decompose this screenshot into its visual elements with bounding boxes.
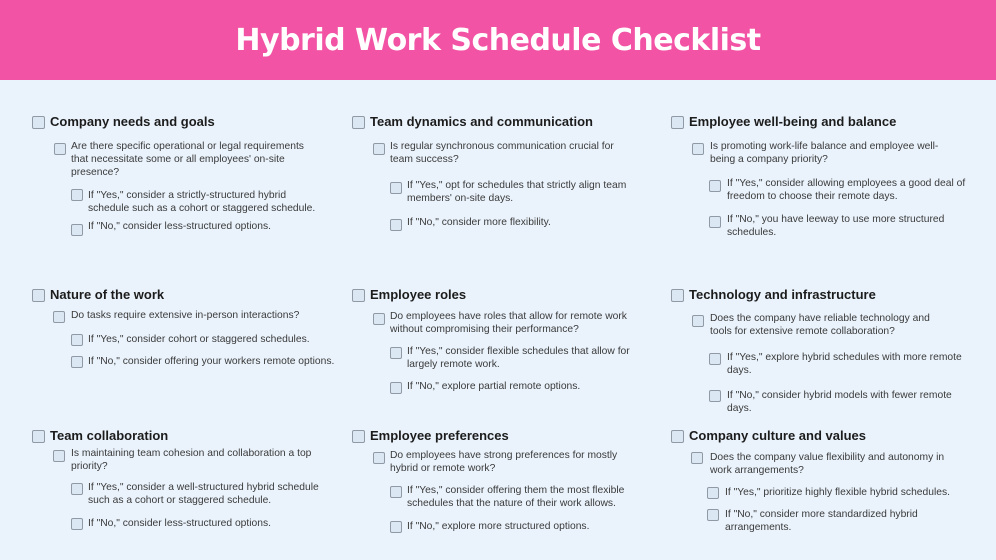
option-yes-checkbox[interactable]	[71, 483, 83, 495]
option-no-text: If "No," consider hybrid models with fewer remote days.	[727, 390, 952, 414]
question-text: Do employees have roles that allow for remote work without compromising their performance?	[390, 311, 627, 335]
option-yes-text: If "Yes," opt for schedules that strictly align team members' on-site days.	[407, 180, 627, 204]
option-yes-checkbox[interactable]	[390, 486, 402, 498]
option-no-checkbox[interactable]	[71, 356, 83, 368]
option-yes-checkbox[interactable]	[707, 487, 719, 499]
option-no-checkbox[interactable]	[707, 509, 719, 521]
option-yes-checkbox[interactable]	[709, 353, 721, 365]
option-no-text: If "No," explore partial remote options.	[407, 381, 581, 392]
question-checkbox[interactable]	[373, 313, 385, 325]
option-no-checkbox[interactable]	[71, 518, 83, 530]
option-yes-text: If "Yes," consider a well-structured hybrid schedule such as a cohort or staggered schedule.	[88, 482, 319, 506]
section-title: Technology and infrastructure	[689, 287, 876, 302]
option-yes-checkbox[interactable]	[390, 182, 402, 194]
question-text: Do employees have strong preferences for mostly hybrid or remote work?	[390, 450, 618, 474]
option-no-text: If "No," consider more standardized hybrid arrangements.	[725, 509, 918, 533]
option-yes-text: If "Yes," consider flexible schedules that allow for largely remote work.	[407, 346, 630, 370]
section-title: Nature of the work	[50, 287, 165, 302]
question-text: Are there specific operational or legal requirements that necessitate some or all employees' on-site presence?	[71, 141, 304, 178]
option-no-checkbox[interactable]	[71, 224, 83, 236]
question-checkbox[interactable]	[692, 315, 704, 327]
question-checkbox[interactable]	[691, 452, 703, 464]
question-checkbox[interactable]	[53, 311, 65, 323]
page-title: Hybrid Work Schedule Checklist	[235, 22, 761, 58]
section-title: Employee roles	[370, 287, 467, 302]
question-checkbox[interactable]	[373, 452, 385, 464]
option-no-checkbox[interactable]	[390, 219, 402, 231]
section-checkbox[interactable]	[352, 116, 365, 129]
option-yes-text: If "Yes," consider offering them the most flexible schedules that the nature of their work allows.	[407, 485, 625, 509]
section-checkbox[interactable]	[671, 430, 684, 443]
option-yes-checkbox[interactable]	[390, 347, 402, 359]
option-no-text: If "No," consider offering your workers remote options.	[88, 356, 335, 367]
option-yes-checkbox[interactable]	[71, 189, 83, 201]
option-no-text: If "No," consider more flexibility.	[407, 217, 551, 228]
section-title: Company needs and goals	[50, 114, 215, 129]
section-title: Team dynamics and communication	[370, 114, 593, 129]
question-checkbox[interactable]	[54, 143, 66, 155]
header-banner	[0, 0, 996, 80]
option-no-checkbox[interactable]	[709, 390, 721, 402]
option-yes-text: If "Yes," consider allowing employees a good deal of freedom to choose their remote days.	[727, 178, 966, 202]
option-no-text: If "No," consider less-structured options.	[88, 518, 272, 529]
question-checkbox[interactable]	[373, 143, 385, 155]
option-yes-text: If "Yes," consider cohort or staggered schedules.	[88, 334, 310, 345]
question-text: Is regular synchronous communication crucial for team success?	[390, 141, 614, 165]
option-no-text: If "No," consider less-structured options.	[88, 221, 272, 232]
option-yes-text: If "Yes," consider a strictly-structured hybrid schedule such as a cohort or staggered schedule.	[88, 190, 316, 214]
section-checkbox[interactable]	[352, 430, 365, 443]
section-checkbox[interactable]	[32, 289, 45, 302]
question-checkbox[interactable]	[53, 450, 65, 462]
option-yes-checkbox[interactable]	[709, 180, 721, 192]
section-checkbox[interactable]	[352, 289, 365, 302]
option-yes-text: If "Yes," prioritize highly flexible hybrid schedules.	[725, 487, 950, 498]
section-checkbox[interactable]	[32, 430, 45, 443]
option-yes-checkbox[interactable]	[71, 334, 83, 346]
option-no-checkbox[interactable]	[709, 216, 721, 228]
question-checkbox[interactable]	[692, 143, 704, 155]
question-text: Is maintaining team cohesion and collaboration a top priority?	[71, 448, 312, 472]
section-title: Employee well-being and balance	[689, 114, 897, 129]
question-text: Does the company have reliable technology and tools for extensive remote collaboration?	[710, 313, 930, 337]
question-text: Does the company value flexibility and autonomy in work arrangements?	[710, 452, 945, 476]
option-no-checkbox[interactable]	[390, 521, 402, 533]
question-text: Is promoting work-life balance and employee well-being a company priority?	[710, 141, 939, 165]
section-title: Team collaboration	[50, 428, 169, 443]
section-title: Employee preferences	[370, 428, 509, 443]
section-checkbox[interactable]	[671, 289, 684, 302]
option-yes-text: If "Yes," explore hybrid schedules with more remote days.	[727, 352, 962, 376]
option-no-text: If "No," you have leeway to use more structured schedules.	[727, 214, 945, 238]
section-title: Company culture and values	[689, 428, 866, 443]
option-no-text: If "No," explore more structured options.	[407, 521, 590, 532]
section-checkbox[interactable]	[671, 116, 684, 129]
question-text: Do tasks require extensive in-person interactions?	[71, 310, 300, 321]
option-no-checkbox[interactable]	[390, 382, 402, 394]
section-checkbox[interactable]	[32, 116, 45, 129]
